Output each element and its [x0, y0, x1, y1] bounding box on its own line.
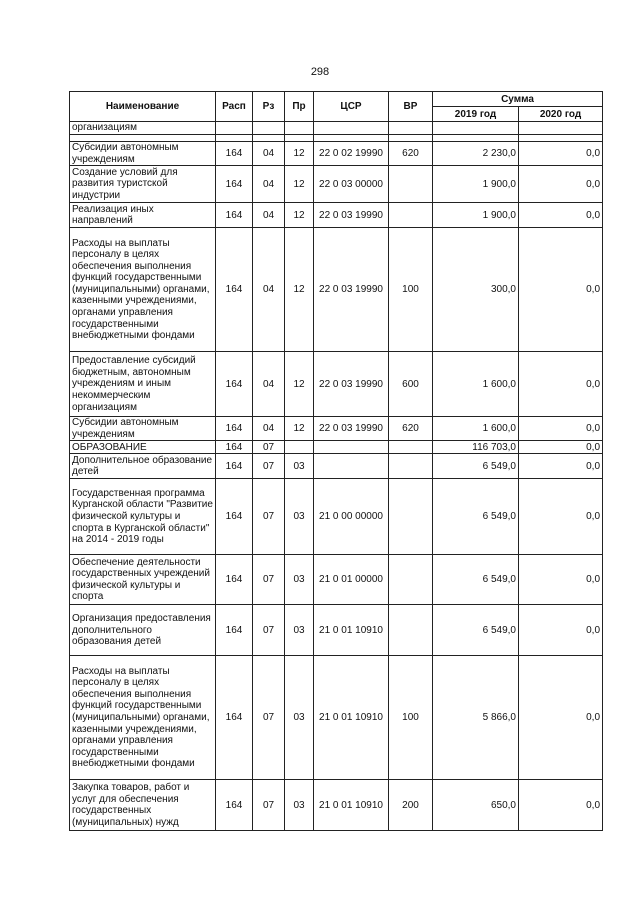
- cell-vr: 100: [389, 656, 433, 780]
- table-row: [70, 203, 603, 228]
- table-row: [70, 555, 603, 605]
- cell-pr: 12: [285, 166, 314, 203]
- cell-name: Закупка товаров, работ и услуг для обеспечения государственных (муниципальных) нужд: [70, 780, 216, 831]
- cell-rz: 04: [253, 203, 285, 228]
- col-header-pr: Пр: [285, 92, 314, 122]
- cell-pr: 03: [285, 454, 314, 479]
- cell-name: Предоставление субсидий бюджетным, автономным учреждениям и иным некоммерческим организациям: [70, 352, 216, 417]
- cell-pr: 12: [285, 203, 314, 228]
- cell-sum-2019: 1 600,0: [433, 417, 519, 441]
- cell-rz: 04: [253, 352, 285, 417]
- cell-sum-2020: 0,0: [519, 166, 603, 203]
- cell-pr: [285, 441, 314, 454]
- budget-table: [69, 91, 603, 831]
- cell-name: Организация предоставления дополнительного образования детей: [70, 605, 216, 656]
- cell-sum-2019: 6 549,0: [433, 555, 519, 605]
- cell-csr: [314, 454, 389, 479]
- cell-sum-2020: 0,0: [519, 780, 603, 831]
- cell-vr: 200: [389, 780, 433, 831]
- cell-vr: [389, 454, 433, 479]
- cell-rasp: 164: [216, 441, 253, 454]
- cell-name: Расходы на выплаты персоналу в целях обеспечения выполнения функций государственными (муниципальными) органами, казенными учреждениями, органами управления государственными внебюджетными фондами: [70, 656, 216, 780]
- cell-rz: 04: [253, 166, 285, 203]
- table-row: [70, 780, 603, 831]
- col-header-vr: ВР: [389, 92, 433, 122]
- table-row: [70, 605, 603, 656]
- table-row-spacer: [70, 135, 603, 142]
- cell-name: Государственная программа Курганской области "Развитие физической культуры и спорта в Курганской области" на 2014 - 2019 годы: [70, 479, 216, 555]
- cell-vr: 620: [389, 417, 433, 441]
- cell-sum-2020: 0,0: [519, 441, 603, 454]
- col-header-sum: Сумма: [433, 92, 603, 107]
- table-body: [70, 122, 603, 831]
- table-row: [70, 352, 603, 417]
- cell-vr: 100: [389, 228, 433, 352]
- cell-rz: 04: [253, 417, 285, 441]
- cell-sum-2019: 6 549,0: [433, 605, 519, 656]
- col-header-name: Наименование: [70, 92, 216, 122]
- cell-pr: 12: [285, 352, 314, 417]
- cell-rasp: 164: [216, 780, 253, 831]
- col-header-2020: 2020 год: [519, 107, 603, 122]
- cell-pr: 12: [285, 228, 314, 352]
- cell-csr: 22 0 03 19990: [314, 228, 389, 352]
- cell-vr: [389, 203, 433, 228]
- cell-vr: [389, 479, 433, 555]
- cell-rasp: 164: [216, 352, 253, 417]
- table-row: [70, 441, 603, 454]
- cell-pr: 12: [285, 417, 314, 441]
- cell-rasp: 164: [216, 142, 253, 166]
- cell-rz: 07: [253, 479, 285, 555]
- cell-sum-2020: 0,0: [519, 656, 603, 780]
- cell-csr: 21 0 01 10910: [314, 605, 389, 656]
- page-number: 298: [310, 66, 330, 78]
- cell-sum-2020: 0,0: [519, 352, 603, 417]
- col-header-csr: ЦСР: [314, 92, 389, 122]
- cell-csr: [314, 441, 389, 454]
- cell-vr: [389, 441, 433, 454]
- cell-rz: 07: [253, 780, 285, 831]
- cell-sum-2019: 1 600,0: [433, 352, 519, 417]
- cell-sum-2019: 5 866,0: [433, 656, 519, 780]
- cell-sum-2020: 0,0: [519, 454, 603, 479]
- cell-csr: 22 0 03 00000: [314, 166, 389, 203]
- cell-rasp: 164: [216, 166, 253, 203]
- cell-rz: 07: [253, 454, 285, 479]
- cell-vr: [389, 555, 433, 605]
- cell-sum-2019: 650,0: [433, 780, 519, 831]
- cell-pr: 03: [285, 656, 314, 780]
- table-row: [70, 454, 603, 479]
- cell-rasp: 164: [216, 479, 253, 555]
- cell-sum-2019: 2 230,0: [433, 142, 519, 166]
- cell-sum-2019: 1 900,0: [433, 203, 519, 228]
- cell-rasp: 164: [216, 605, 253, 656]
- cell-rz: 07: [253, 441, 285, 454]
- cell-sum-2020: 0,0: [519, 605, 603, 656]
- col-header-rasp: Расп: [216, 92, 253, 122]
- cell-rasp: 164: [216, 203, 253, 228]
- cell-csr: 22 0 03 19990: [314, 417, 389, 441]
- cell-name: Расходы на выплаты персоналу в целях обеспечения выполнения функций государственными (муниципальными) органами, казенными учреждениями, органами управления государственными внебюджетными фондами: [70, 228, 216, 352]
- cell-rz: 04: [253, 228, 285, 352]
- cell-vr: 620: [389, 142, 433, 166]
- cell-rz: 07: [253, 605, 285, 656]
- cell-rz: 04: [253, 142, 285, 166]
- cell-name: организациям: [70, 122, 216, 135]
- cell-name: Дополнительное образование детей: [70, 454, 216, 479]
- cell-name: Субсидии автономным учреждениям: [70, 417, 216, 441]
- cell-vr: [389, 605, 433, 656]
- cell-rz: 07: [253, 656, 285, 780]
- cell-csr: 21 0 01 10910: [314, 656, 389, 780]
- cell-sum-2020: 0,0: [519, 203, 603, 228]
- col-header-rz: Рз: [253, 92, 285, 122]
- cell-name: Создание условий для развития туристской индустрии: [70, 166, 216, 203]
- cell-csr: 22 0 03 19990: [314, 352, 389, 417]
- table-row: [70, 479, 603, 555]
- cell-sum-2019: 116 703,0: [433, 441, 519, 454]
- cell-csr: 21 0 01 00000: [314, 555, 389, 605]
- cell-sum-2020: 0,0: [519, 417, 603, 441]
- cell-csr: 22 0 02 19990: [314, 142, 389, 166]
- cell-rz: 07: [253, 555, 285, 605]
- col-header-2019: 2019 год: [433, 107, 519, 122]
- cell-rasp: 164: [216, 555, 253, 605]
- cell-sum-2020: 0,0: [519, 555, 603, 605]
- cell-sum-2020: 0,0: [519, 479, 603, 555]
- cell-vr: 600: [389, 352, 433, 417]
- cell-rasp: 164: [216, 228, 253, 352]
- cell-csr: 21 0 01 10910: [314, 780, 389, 831]
- cell-sum-2020: 0,0: [519, 142, 603, 166]
- header-row: [70, 92, 603, 107]
- cell-pr: 03: [285, 780, 314, 831]
- cell-name: Реализация иных направлений: [70, 203, 216, 228]
- table-row: [70, 417, 603, 441]
- table-row: [70, 142, 603, 166]
- cell-sum-2019: 1 900,0: [433, 166, 519, 203]
- cell-pr: 03: [285, 605, 314, 656]
- cell-sum-2020: 0,0: [519, 228, 603, 352]
- cell-vr: [389, 166, 433, 203]
- cell-name: Субсидии автономным учреждениям: [70, 142, 216, 166]
- table-row-continued: [70, 122, 603, 135]
- cell-sum-2019: 300,0: [433, 228, 519, 352]
- cell-pr: 03: [285, 479, 314, 555]
- table-row: [70, 166, 603, 203]
- cell-rasp: 164: [216, 454, 253, 479]
- cell-sum-2019: 6 549,0: [433, 454, 519, 479]
- cell-name: ОБРАЗОВАНИЕ: [70, 441, 216, 454]
- cell-pr: 12: [285, 142, 314, 166]
- cell-name: Обеспечение деятельности государственных учреждений физической культуры и спорта: [70, 555, 216, 605]
- cell-rasp: 164: [216, 417, 253, 441]
- cell-csr: 21 0 00 00000: [314, 479, 389, 555]
- cell-sum-2019: 6 549,0: [433, 479, 519, 555]
- table-row: [70, 656, 603, 780]
- cell-csr: 22 0 03 19990: [314, 203, 389, 228]
- cell-rasp: 164: [216, 656, 253, 780]
- table-row: [70, 228, 603, 352]
- cell-pr: 03: [285, 555, 314, 605]
